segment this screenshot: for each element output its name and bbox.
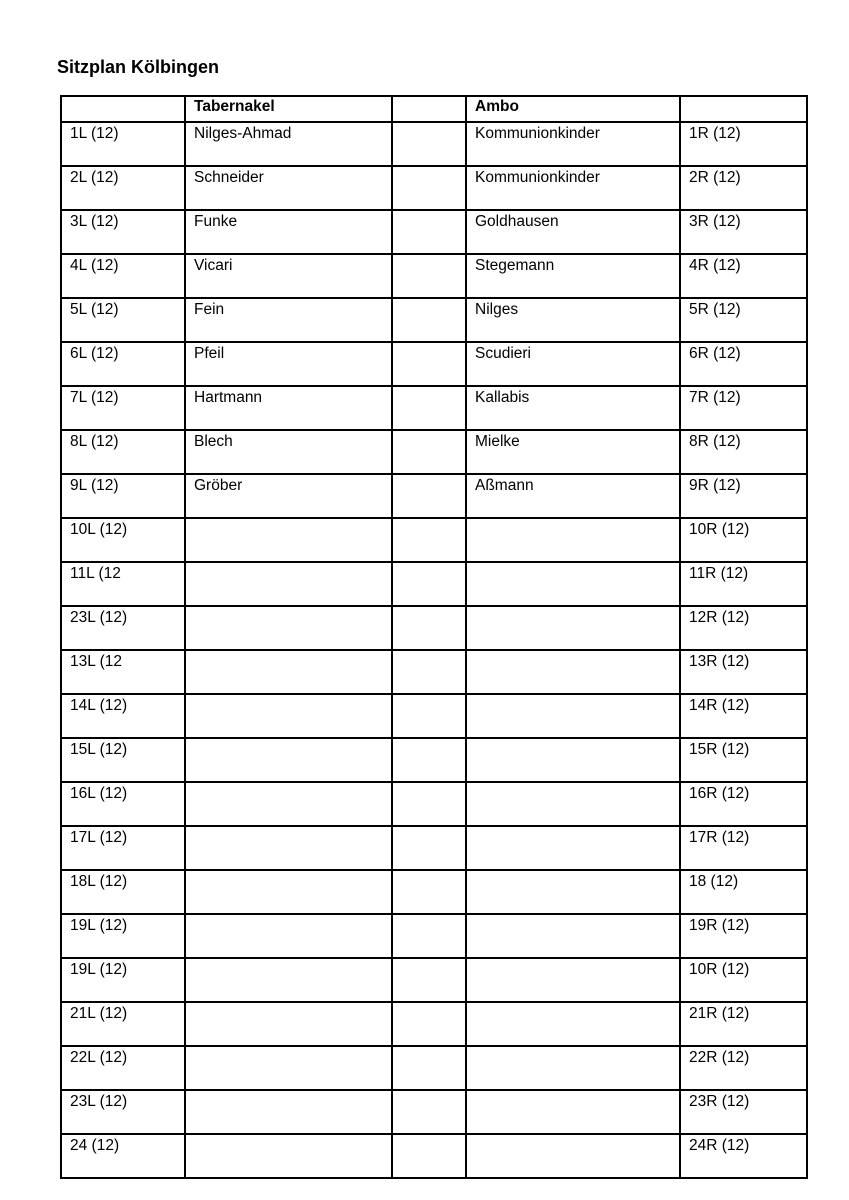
- tabernakel-name-cell: [185, 782, 392, 826]
- aisle-cell: [392, 1046, 466, 1090]
- ambo-name-cell: [466, 694, 680, 738]
- left-seat-cell: 24 (12): [61, 1134, 185, 1178]
- table-row: [61, 958, 807, 1002]
- left-seat-cell: 2L (12): [61, 166, 185, 210]
- aisle-cell: [392, 826, 466, 870]
- ambo-name-cell: Stegemann: [466, 254, 680, 298]
- ambo-name-cell: [466, 562, 680, 606]
- tabernakel-name-cell: Pfeil: [185, 342, 392, 386]
- right-seat-cell: 21R (12): [680, 1002, 807, 1046]
- left-seat-cell: 23L (12): [61, 606, 185, 650]
- right-seat-cell: 10R (12): [680, 518, 807, 562]
- tabernakel-name-cell: Funke: [185, 210, 392, 254]
- right-seat-cell: 23R (12): [680, 1090, 807, 1134]
- right-seat-cell: 14R (12): [680, 694, 807, 738]
- left-seat-cell: 18L (12): [61, 870, 185, 914]
- aisle-cell: [392, 1090, 466, 1134]
- right-seat-cell: 5R (12): [680, 298, 807, 342]
- header-left-seat: [61, 96, 185, 122]
- left-seat-cell: 22L (12): [61, 1046, 185, 1090]
- left-seat-cell: 19L (12): [61, 958, 185, 1002]
- ambo-name-cell: [466, 958, 680, 1002]
- table-row: [61, 1046, 807, 1090]
- table-header: [61, 96, 807, 122]
- right-seat-cell: 8R (12): [680, 430, 807, 474]
- tabernakel-name-cell: Fein: [185, 298, 392, 342]
- right-seat-cell: 18 (12): [680, 870, 807, 914]
- left-seat-cell: 4L (12): [61, 254, 185, 298]
- ambo-name-cell: [466, 914, 680, 958]
- aisle-cell: [392, 958, 466, 1002]
- table-row: [61, 650, 807, 694]
- tabernakel-name-cell: [185, 1134, 392, 1178]
- aisle-cell: [392, 210, 466, 254]
- left-seat-cell: 21L (12): [61, 1002, 185, 1046]
- right-seat-cell: 12R (12): [680, 606, 807, 650]
- ambo-name-cell: [466, 1134, 680, 1178]
- table-row: [61, 430, 807, 474]
- aisle-cell: [392, 738, 466, 782]
- left-seat-cell: 19L (12): [61, 914, 185, 958]
- right-seat-cell: 15R (12): [680, 738, 807, 782]
- right-seat-cell: 1R (12): [680, 122, 807, 166]
- left-seat-cell: 23L (12): [61, 1090, 185, 1134]
- aisle-cell: [392, 518, 466, 562]
- ambo-name-cell: Aßmann: [466, 474, 680, 518]
- aisle-cell: [392, 606, 466, 650]
- tabernakel-name-cell: [185, 914, 392, 958]
- aisle-cell: [392, 1134, 466, 1178]
- table-row: [61, 210, 807, 254]
- tabernakel-name-cell: [185, 606, 392, 650]
- table-row: [61, 518, 807, 562]
- right-seat-cell: 2R (12): [680, 166, 807, 210]
- tabernakel-name-cell: [185, 518, 392, 562]
- aisle-cell: [392, 474, 466, 518]
- ambo-name-cell: Nilges: [466, 298, 680, 342]
- right-seat-cell: 9R (12): [680, 474, 807, 518]
- table-row: [61, 342, 807, 386]
- tabernakel-name-cell: [185, 1046, 392, 1090]
- ambo-name-cell: Scudieri: [466, 342, 680, 386]
- right-seat-cell: 16R (12): [680, 782, 807, 826]
- table-row: [61, 606, 807, 650]
- aisle-cell: [392, 166, 466, 210]
- table-row: [61, 914, 807, 958]
- table-body: [61, 122, 807, 1178]
- left-seat-cell: 16L (12): [61, 782, 185, 826]
- ambo-name-cell: [466, 1046, 680, 1090]
- aisle-cell: [392, 782, 466, 826]
- ambo-name-cell: [466, 606, 680, 650]
- ambo-name-cell: [466, 738, 680, 782]
- tabernakel-name-cell: [185, 562, 392, 606]
- header-row: [61, 96, 807, 122]
- right-seat-cell: 4R (12): [680, 254, 807, 298]
- table-row: [61, 782, 807, 826]
- aisle-cell: [392, 870, 466, 914]
- ambo-name-cell: [466, 826, 680, 870]
- right-seat-cell: 11R (12): [680, 562, 807, 606]
- aisle-cell: [392, 914, 466, 958]
- tabernakel-name-cell: Hartmann: [185, 386, 392, 430]
- table-row: [61, 1134, 807, 1178]
- tabernakel-name-cell: [185, 650, 392, 694]
- aisle-cell: [392, 650, 466, 694]
- tabernakel-name-cell: Blech: [185, 430, 392, 474]
- tabernakel-name-cell: Schneider: [185, 166, 392, 210]
- seating-table: [60, 95, 808, 1179]
- left-seat-cell: 14L (12): [61, 694, 185, 738]
- ambo-name-cell: Mielke: [466, 430, 680, 474]
- left-seat-cell: 6L (12): [61, 342, 185, 386]
- left-seat-cell: 15L (12): [61, 738, 185, 782]
- left-seat-cell: 10L (12): [61, 518, 185, 562]
- table-row: [61, 738, 807, 782]
- left-seat-cell: 11L (12: [61, 562, 185, 606]
- left-seat-cell: 5L (12): [61, 298, 185, 342]
- ambo-name-cell: [466, 1090, 680, 1134]
- tabernakel-name-cell: [185, 1002, 392, 1046]
- left-seat-cell: 7L (12): [61, 386, 185, 430]
- ambo-name-cell: [466, 650, 680, 694]
- aisle-cell: [392, 342, 466, 386]
- aisle-cell: [392, 386, 466, 430]
- left-seat-cell: 1L (12): [61, 122, 185, 166]
- aisle-cell: [392, 254, 466, 298]
- table-row: [61, 298, 807, 342]
- aisle-cell: [392, 298, 466, 342]
- table-row: [61, 254, 807, 298]
- table-row: [61, 562, 807, 606]
- right-seat-cell: 13R (12): [680, 650, 807, 694]
- aisle-cell: [392, 562, 466, 606]
- ambo-name-cell: Goldhausen: [466, 210, 680, 254]
- right-seat-cell: 10R (12): [680, 958, 807, 1002]
- tabernakel-name-cell: [185, 826, 392, 870]
- table-row: [61, 1090, 807, 1134]
- aisle-cell: [392, 694, 466, 738]
- left-seat-cell: 13L (12: [61, 650, 185, 694]
- header-aisle: [392, 96, 466, 122]
- table-row: [61, 122, 807, 166]
- ambo-name-cell: Kommunionkinder: [466, 166, 680, 210]
- tabernakel-name-cell: [185, 958, 392, 1002]
- table-row: [61, 1002, 807, 1046]
- left-seat-cell: 9L (12): [61, 474, 185, 518]
- table-row: [61, 694, 807, 738]
- ambo-name-cell: Kallabis: [466, 386, 680, 430]
- right-seat-cell: 24R (12): [680, 1134, 807, 1178]
- header-right-seat: [680, 96, 807, 122]
- tabernakel-name-cell: [185, 870, 392, 914]
- table-row: [61, 386, 807, 430]
- tabernakel-name-cell: [185, 738, 392, 782]
- tabernakel-name-cell: Gröber: [185, 474, 392, 518]
- table-row: [61, 474, 807, 518]
- ambo-name-cell: Kommunionkinder: [466, 122, 680, 166]
- aisle-cell: [392, 430, 466, 474]
- table-row: [61, 826, 807, 870]
- right-seat-cell: 19R (12): [680, 914, 807, 958]
- page-title: Sitzplan Kölbingen: [57, 57, 219, 77]
- right-seat-cell: 22R (12): [680, 1046, 807, 1090]
- aisle-cell: [392, 122, 466, 166]
- table-row: [61, 166, 807, 210]
- left-seat-cell: 8L (12): [61, 430, 185, 474]
- right-seat-cell: 6R (12): [680, 342, 807, 386]
- ambo-name-cell: [466, 782, 680, 826]
- table-row: [61, 870, 807, 914]
- aisle-cell: [392, 1002, 466, 1046]
- tabernakel-name-cell: [185, 1090, 392, 1134]
- left-seat-cell: 17L (12): [61, 826, 185, 870]
- left-seat-cell: 3L (12): [61, 210, 185, 254]
- right-seat-cell: 3R (12): [680, 210, 807, 254]
- ambo-name-cell: [466, 870, 680, 914]
- header-tabernakel: Tabernakel: [185, 96, 392, 122]
- ambo-name-cell: [466, 1002, 680, 1046]
- tabernakel-name-cell: [185, 694, 392, 738]
- ambo-name-cell: [466, 518, 680, 562]
- tabernakel-name-cell: Nilges-Ahmad: [185, 122, 392, 166]
- header-ambo: Ambo: [466, 96, 680, 122]
- right-seat-cell: 17R (12): [680, 826, 807, 870]
- right-seat-cell: 7R (12): [680, 386, 807, 430]
- tabernakel-name-cell: Vicari: [185, 254, 392, 298]
